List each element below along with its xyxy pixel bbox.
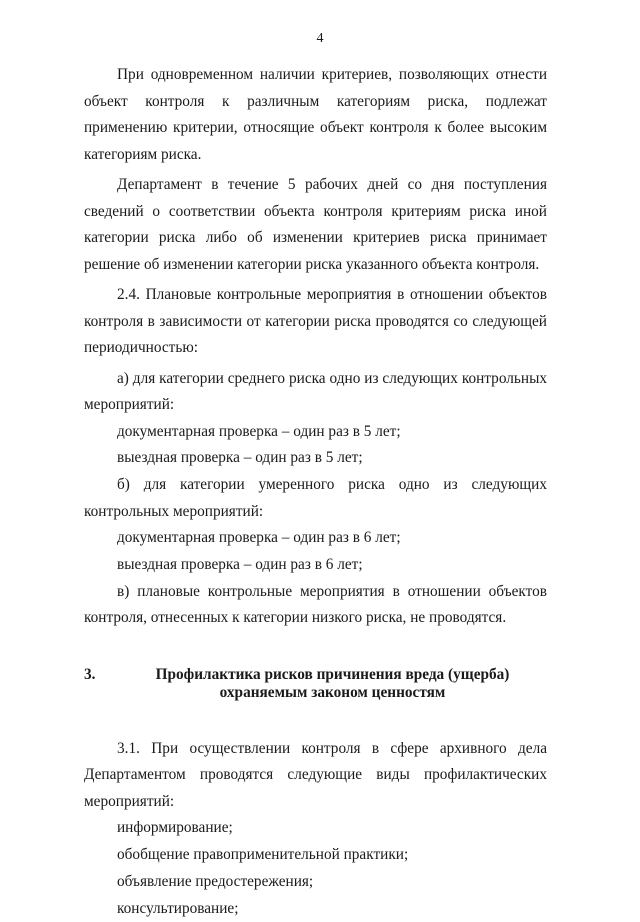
prevention-item-practice-summary: обобщение правоприменительной практики; [117, 845, 409, 863]
moderate-risk-item-onsite: выездная проверка – один раз в 6 лет; [117, 555, 363, 573]
section-3-number: 3. [84, 665, 96, 683]
prevention-item-consulting: консультирование; [117, 899, 239, 917]
paragraph-department-decision: Департамент в течение 5 рабочих дней со дня поступления сведений о соответствии объекта контроля критериям риска иной категории риска либо об изменении критериев риска принимает решение об изменении категории риска указанного объекта контроля. [84, 176, 547, 273]
section-3-title: Профилактика рисков причинения вреда (ущерба) охраняемым законом ценностям [155, 665, 510, 701]
page-content [84, 62, 547, 922]
paragraph-criteria-priority: При одновременном наличии критериев, позволяющих отнести объект контроля к различным категориям риска, подлежат применению критерии, относящие объект контроля к более высоким категориям риска. [84, 66, 547, 163]
moderate-risk-heading: б) для категории умеренного риска одно из следующих контрольных мероприятий: [84, 476, 547, 520]
moderate-risk-item-documentary: документарная проверка – один раз в 6 лет; [117, 529, 401, 547]
prevention-item-informing: информирование; [117, 819, 233, 837]
prevention-item-warning: объявление предостережения; [117, 872, 314, 890]
paragraph-2-4: 2.4. Плановые контрольные мероприятия в отношении объектов контроля в зависимости от категории риска проводятся со следующей периодичностью: [84, 286, 547, 356]
medium-risk-item-documentary: документарная проверка – один раз в 5 лет; [117, 422, 401, 440]
medium-risk-heading: а) для категории среднего риска одно из следующих контрольных мероприятий: [84, 369, 547, 413]
section-3-heading [84, 666, 547, 702]
paragraph-3-1: 3.1. При осуществлении контроля в сфере архивного дела Департаментом проводятся следующие виды профилактических мероприятий: [84, 739, 547, 810]
low-risk-paragraph: в) плановые контрольные мероприятия в отношении объектов контроля, отнесенных к категории низкого риска, не проводятся. [84, 582, 547, 627]
medium-risk-item-onsite: выездная проверка – один раз в 5 лет; [117, 449, 363, 467]
page-number: 4 [316, 31, 324, 46]
